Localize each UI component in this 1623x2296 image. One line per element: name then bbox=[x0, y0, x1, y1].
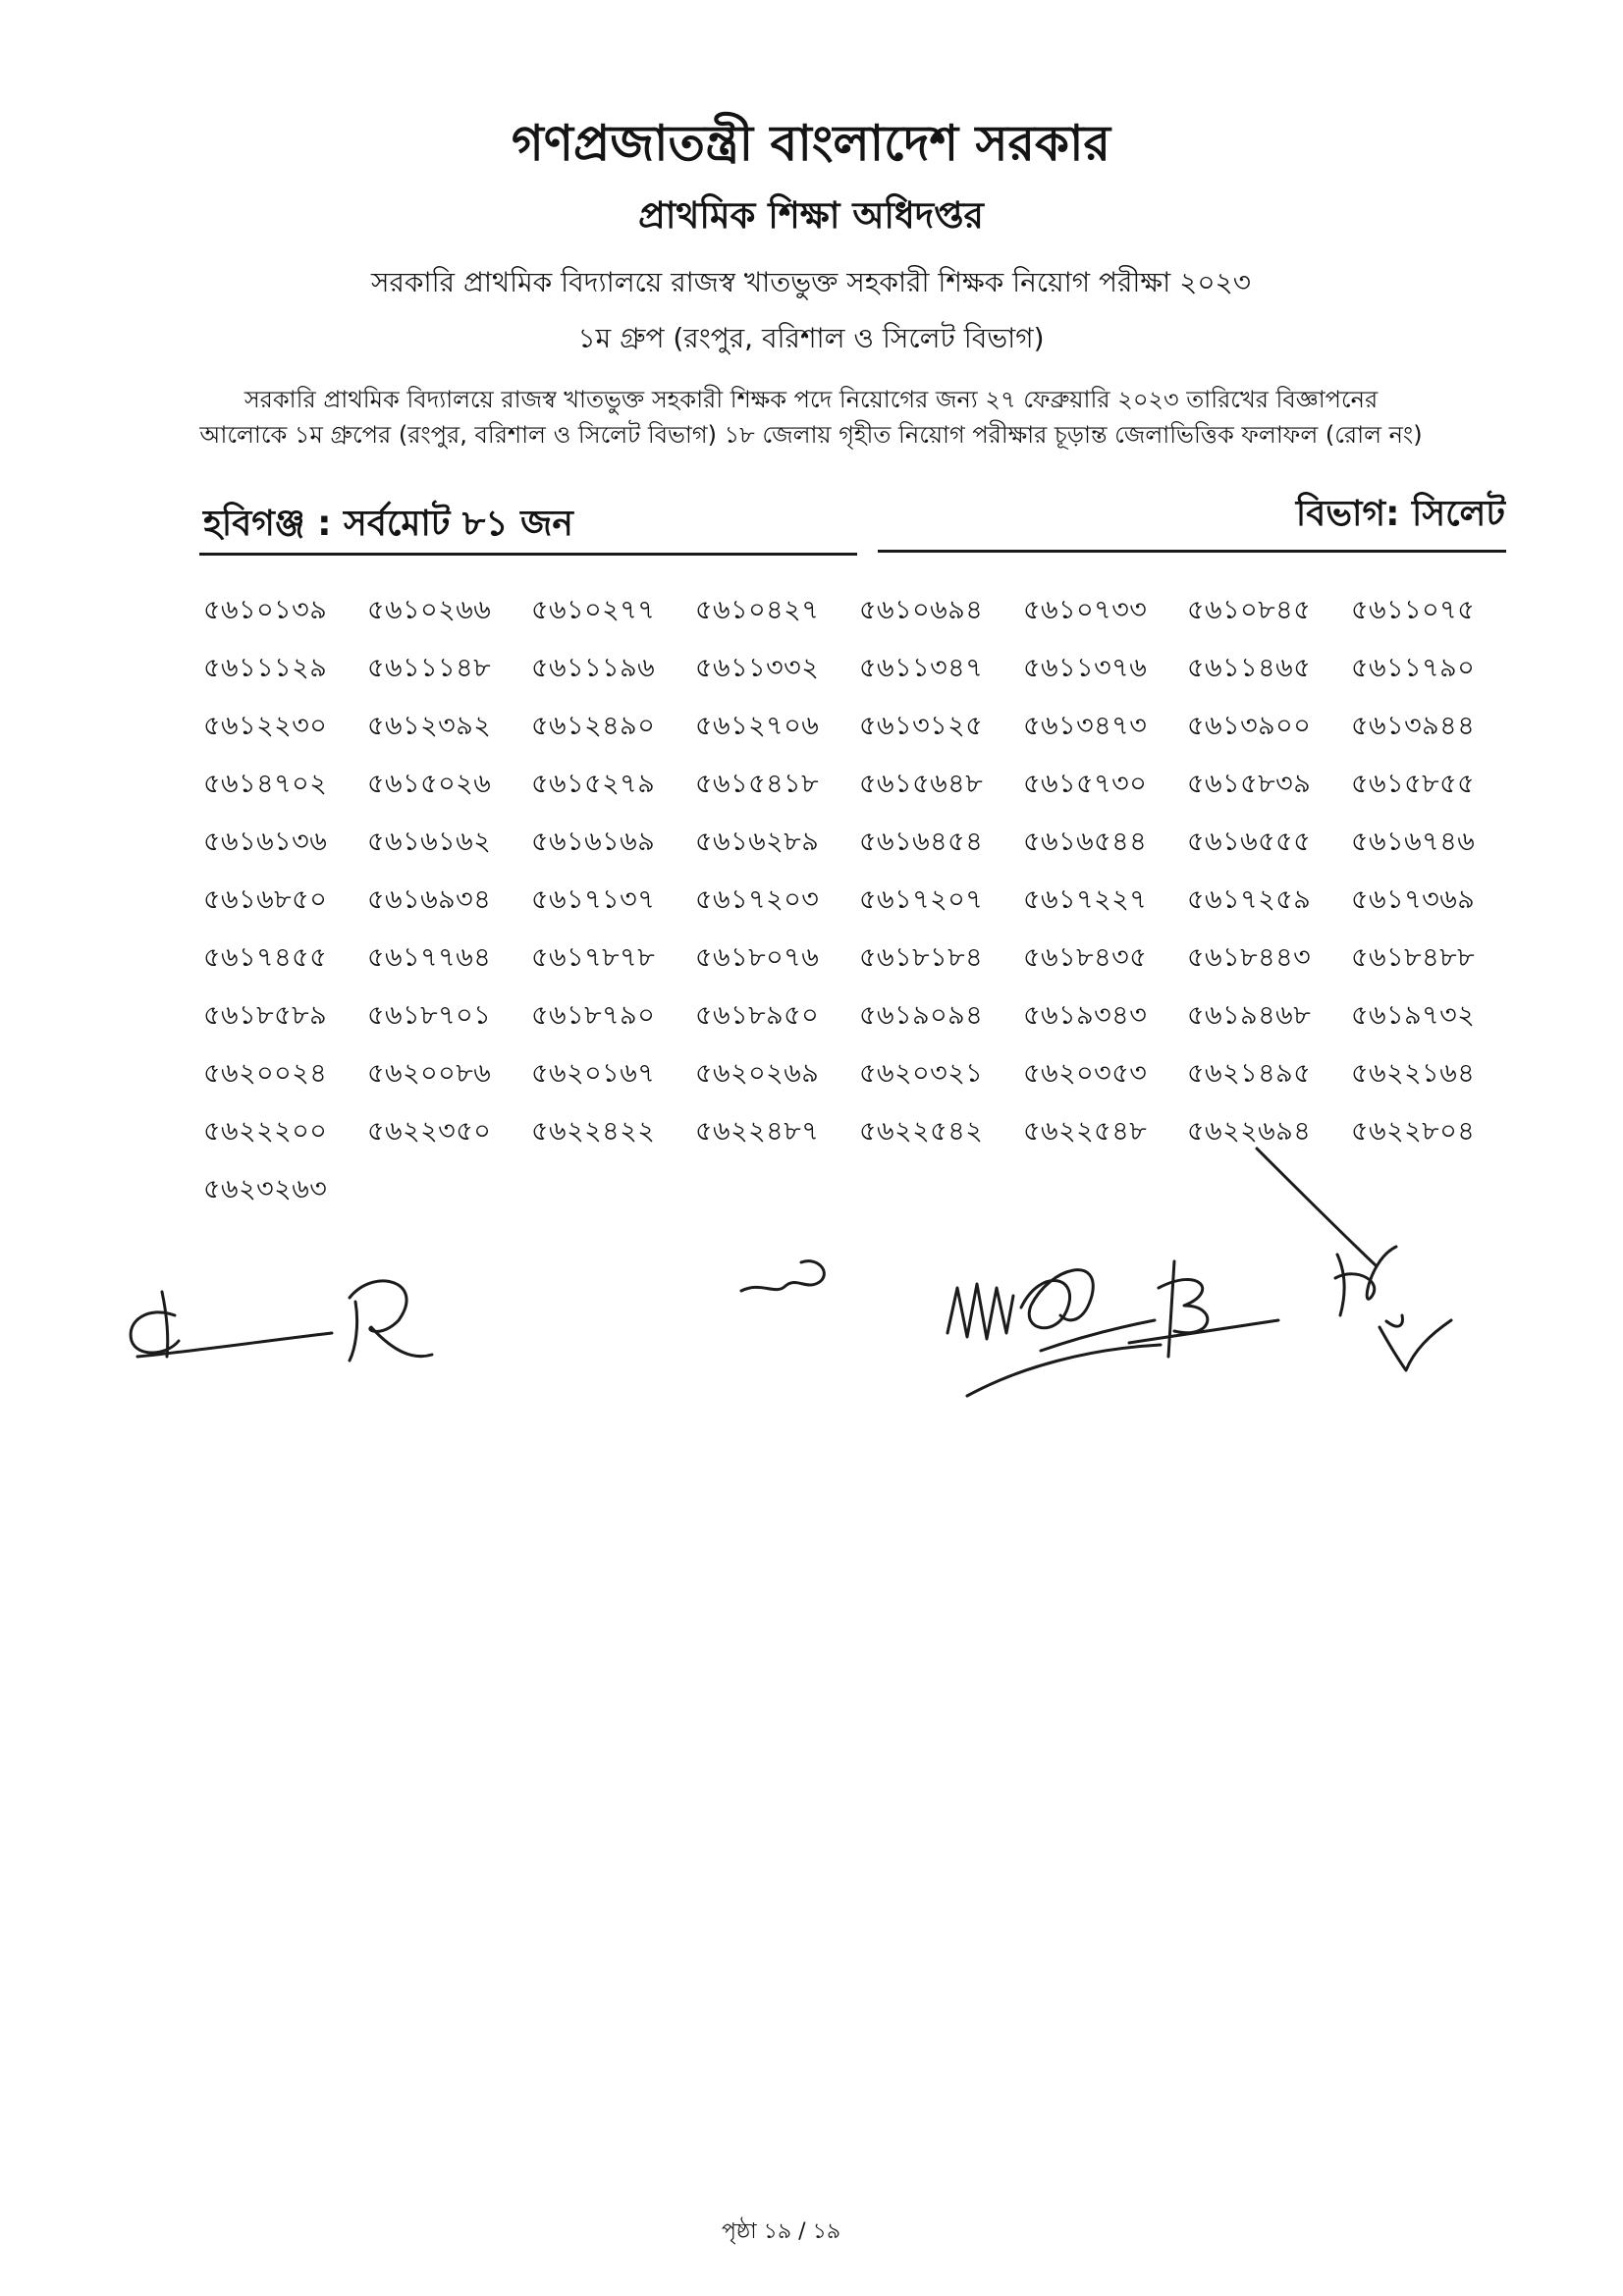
signature-cluster-loops bbox=[1021, 1270, 1093, 1328]
roll-number: ৫৬১৫২৭৯ bbox=[531, 769, 656, 799]
district-heading: হবিগঞ্জ : সর্বমোট ৮১ জন bbox=[203, 504, 573, 544]
heading-underline-left bbox=[199, 553, 857, 556]
roll-number: ৫৬১১৪৬৫ bbox=[1187, 653, 1312, 683]
roll-number: ৫৬১৭১৩৭ bbox=[531, 884, 656, 915]
signature-cluster-zigzag bbox=[947, 1284, 1013, 1339]
roll-number: ৫৬১৫৪১৮ bbox=[695, 769, 820, 799]
roll-number: ৫৬১৬৪৫৪ bbox=[859, 827, 984, 857]
roll-number: ৫৬১৫০২৬ bbox=[367, 769, 492, 799]
roll-number: ৫৬১৩১২৫ bbox=[859, 711, 984, 741]
roll-number: ৫৬১৯০৯৪ bbox=[859, 1000, 984, 1031]
division-heading: বিভাগ: সিলেট bbox=[1295, 494, 1505, 534]
roll-number: ৫৬১৬৮৫০ bbox=[203, 884, 328, 915]
roll-number: ৫৬২০৩৫৩ bbox=[1023, 1058, 1148, 1089]
roll-number: ৫৬১৮১৮৪ bbox=[859, 942, 984, 973]
roll-number: ৫৬১০২৭৭ bbox=[531, 595, 656, 625]
roll-number: ৫৬১৬৭৪৬ bbox=[1351, 827, 1476, 857]
roll-number: ৫৬১২৪৯০ bbox=[531, 711, 656, 741]
group-title: ১ম গ্রুপ (রংপুর, বরিশাল ও সিলেট বিভাগ) bbox=[577, 322, 1045, 354]
roll-number: ৫৬১৫৭৩০ bbox=[1023, 769, 1148, 799]
roll-number: ৫৬১০১৩৯ bbox=[203, 595, 328, 625]
roll-number: ৫৬১১০৭৫ bbox=[1351, 595, 1476, 625]
roll-number: ৫৬১৮৭৯০ bbox=[531, 1000, 656, 1031]
roll-number: ৫৬২২৫৪২ bbox=[859, 1116, 984, 1147]
roll-number: ৫৬২২৩৫০ bbox=[367, 1116, 492, 1147]
roll-number: ৫৬১৮৪৮৮ bbox=[1351, 942, 1476, 973]
roll-number: ৫৬১১১৪৮ bbox=[367, 653, 492, 683]
roll-number: ৫৬২১৪৯৫ bbox=[1187, 1058, 1312, 1089]
heading-underline-right bbox=[878, 550, 1506, 553]
roll-number: ৫৬১৭২০৩ bbox=[695, 884, 820, 915]
roll-number: ৫৬১১৩৪৭ bbox=[859, 653, 984, 683]
signature-middle bbox=[741, 1261, 824, 1291]
roll-number: ৫৬১৩৯৪৪ bbox=[1351, 711, 1476, 741]
roll-number: ৫৬১৮৪৪৩ bbox=[1187, 942, 1312, 973]
roll-number: ৫৬২৩২৬৩ bbox=[203, 1174, 328, 1204]
roll-number: ৫৬১১১৯৬ bbox=[531, 653, 656, 683]
roll-number: ৫৬১২৩৯২ bbox=[367, 711, 492, 741]
roll-number: ৫৬২২৮০৪ bbox=[1351, 1116, 1476, 1147]
roll-number: ৫৬১৮০৭৬ bbox=[695, 942, 820, 973]
roll-number: ৫৬১৬৫৫৫ bbox=[1187, 827, 1312, 857]
roll-number: ৫৬২২৬৯৪ bbox=[1187, 1116, 1312, 1147]
roll-number: ৫৬২০১৬৭ bbox=[531, 1058, 656, 1089]
roll-number: ৫৬১৭২৫৯ bbox=[1187, 884, 1312, 915]
roll-number: ৫৬১১৩৭৬ bbox=[1023, 653, 1148, 683]
roll-number: ৫৬২২৫৪৮ bbox=[1023, 1116, 1148, 1147]
roll-number: ৫৬১৫৬৪৮ bbox=[859, 769, 984, 799]
roll-number: ৫৬২২৪২২ bbox=[531, 1116, 656, 1147]
roll-number: ৫৬২২৪৮৭ bbox=[695, 1116, 820, 1147]
roll-number: ৫৬২০৩২১ bbox=[859, 1058, 984, 1089]
roll-number: ৫৬১৯৩৪৩ bbox=[1023, 1000, 1148, 1031]
roll-number: ৫৬১০২৬৬ bbox=[367, 595, 492, 625]
roll-number: ৫৬১৭২০৭ bbox=[859, 884, 984, 915]
signatures bbox=[0, 1119, 1623, 1414]
notice-line-1: সরকারি প্রাথমিক বিদ্যালয়ে রাজস্ব খাতভুক্ত সহকারী শিক্ষক পদে নিয়োগের জন্য ২৭ ফেব্রুয়ারি ২০২৩ তারিখের বিজ্ঞাপনের bbox=[243, 386, 1379, 413]
roll-number: ৫৬১৬৯৩৪ bbox=[367, 884, 492, 915]
roll-number: ৫৬১৮৫৮৯ bbox=[203, 1000, 328, 1031]
roll-number: ৫৬১০৪২৭ bbox=[695, 595, 820, 625]
roll-number: ৫৬১১৭৯০ bbox=[1351, 653, 1476, 683]
roll-number: ৫৬১৩৯০০ bbox=[1187, 711, 1312, 741]
roll-number: ৫৬১২২৩০ bbox=[203, 711, 328, 741]
roll-number: ৫৬১৫৮৫৫ bbox=[1351, 769, 1476, 799]
roll-number: ৫৬২২১৬৪ bbox=[1351, 1058, 1476, 1089]
roll-number: ৫৬১৮৪৩৫ bbox=[1023, 942, 1148, 973]
roll-number: ৫৬১৬১৩৬ bbox=[203, 827, 328, 857]
signature-left-loop bbox=[131, 1292, 179, 1357]
signature-cluster-underline bbox=[967, 1320, 1161, 1396]
roll-number: ৫৬১০৬৯৪ bbox=[859, 595, 984, 625]
signature-diagonal-stroke bbox=[1257, 1148, 1377, 1315]
roll-number: ৫৬১৯৪৬৮ bbox=[1187, 1000, 1312, 1031]
roll-number: ৫৬১৬১৬২ bbox=[367, 827, 492, 857]
roll-number: ৫৬১৩৪৭৩ bbox=[1023, 711, 1148, 741]
roll-number: ৫৬১৮৭০১ bbox=[367, 1000, 492, 1031]
roll-number: ৫৬২২২০০ bbox=[203, 1116, 328, 1147]
roll-number: ৫৬১৬১৬৯ bbox=[531, 827, 656, 857]
roll-number: ৫৬১০৭৩৩ bbox=[1023, 595, 1148, 625]
page-number: পৃষ্ঠা ১৯ / ১৯ bbox=[722, 2219, 841, 2244]
roll-number: ৫৬১৯৭৩২ bbox=[1351, 1000, 1476, 1031]
roll-number: ৫৬১০৮৪৫ bbox=[1187, 595, 1312, 625]
exam-title: সরকারি প্রাথমিক বিদ্যালয়ে রাজস্ব খাতভুক্ত সহকারী শিক্ষক নিয়োগ পরীক্ষা ২০২৩ bbox=[371, 266, 1251, 298]
roll-number: ৫৬১৭২২৭ bbox=[1023, 884, 1148, 915]
roll-number: ৫৬১৮৯৫০ bbox=[695, 1000, 820, 1031]
roll-number: ৫৬১২৭০৬ bbox=[695, 711, 820, 741]
roll-number: ৫৬১৫৮৩৯ bbox=[1187, 769, 1312, 799]
roll-number: ৫৬২০০৮৬ bbox=[367, 1058, 492, 1089]
signature-left-initial bbox=[350, 1281, 432, 1361]
roll-number: ৫৬১৪৭০২ bbox=[203, 769, 328, 799]
roll-number: ৫৬১৭৮৭৮ bbox=[531, 942, 656, 973]
roll-number: ৫৬১৭৪৫৫ bbox=[203, 942, 328, 973]
roll-number: ৫৬১১৩৩২ bbox=[695, 653, 820, 683]
roll-number: ৫৬১৬২৮৯ bbox=[695, 827, 820, 857]
notice-line-2: আলোকে ১ম গ্রুপের (রংপুর, বরিশাল ও সিলেট বিভাগ) ১৮ জেলায় গৃহীত নিয়োগ পরীক্ষার চূড়ান্ত জেলাভিত্তিক ফলাফল (রোল নং) bbox=[199, 421, 1423, 449]
department-title: প্রাথমিক শিক্ষা অধিদপ্তর bbox=[638, 194, 984, 237]
government-title: গণপ্রজাতন্ত্রী বাংলাদেশ সরকার bbox=[512, 115, 1110, 172]
roll-number: ৫৬১৭৭৬৪ bbox=[367, 942, 492, 973]
roll-number: ৫৬১১১২৯ bbox=[203, 653, 328, 683]
roll-number: ৫৬১৭৩৬৯ bbox=[1351, 884, 1476, 915]
roll-number: ৫৬১৬৫৪৪ bbox=[1023, 827, 1148, 857]
roll-number: ৫৬২০০২৪ bbox=[203, 1058, 328, 1089]
signature-cluster-initial bbox=[1129, 1261, 1278, 1357]
roll-number: ৫৬২০২৬৯ bbox=[695, 1058, 820, 1089]
signature-right-v bbox=[1380, 1315, 1451, 1370]
